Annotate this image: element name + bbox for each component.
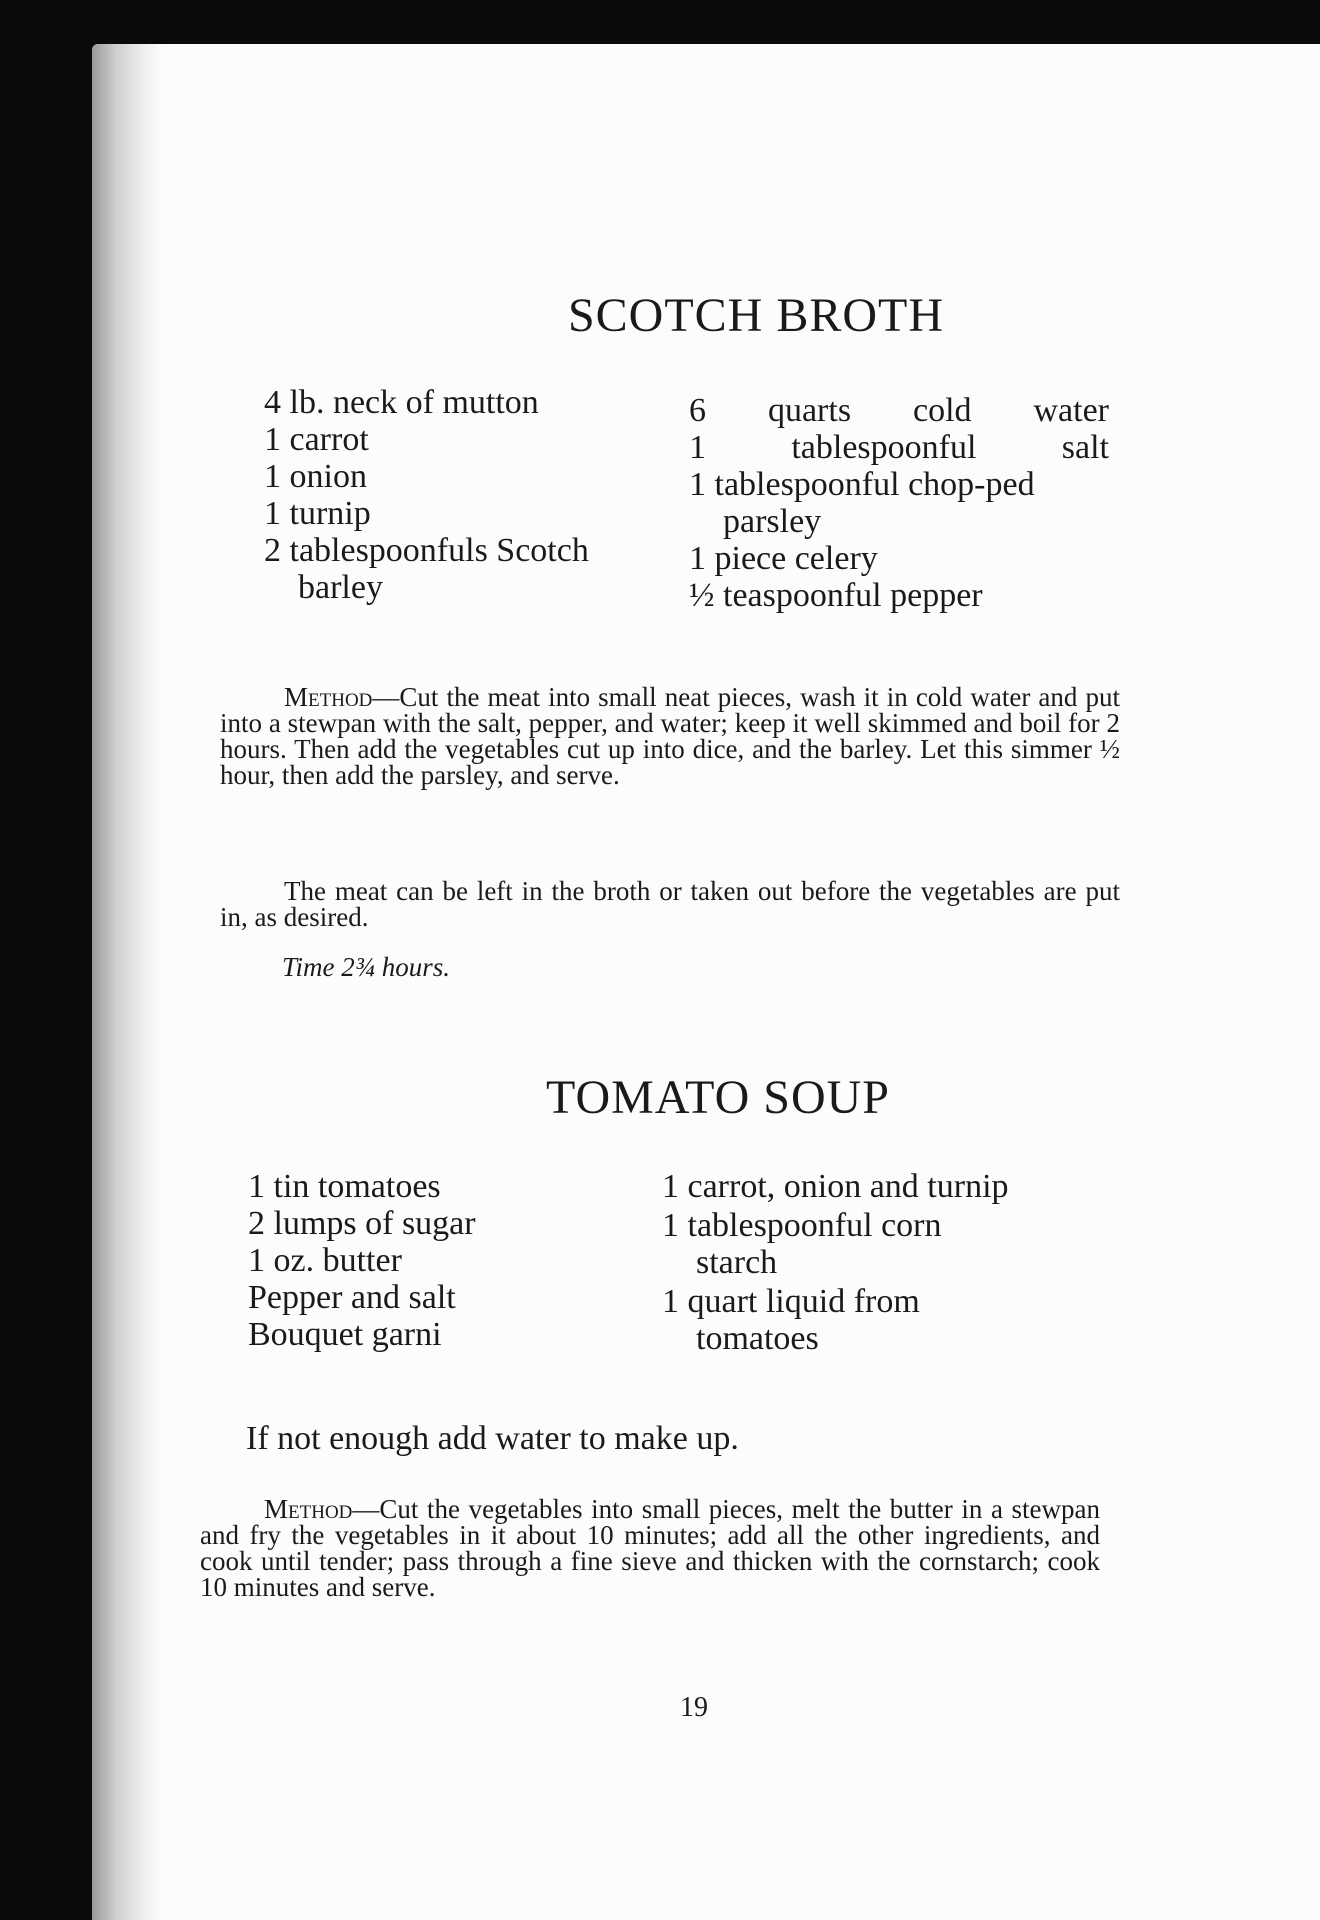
ingredients-scotch-broth — [264, 384, 1124, 614]
ingredient-item: 1 tablespoonful corn starch — [662, 1207, 942, 1281]
ingredient-item: 4 lb. neck of mutton — [264, 384, 539, 421]
time-scotch-broth: Time 2¾ hours. — [282, 952, 451, 982]
ingredient-item: 6 quarts cold water — [689, 392, 1109, 429]
method-text: —Cut the vegetables into small pieces, melt the butter in a stewpan and fry the vegetables in it about 10 minutes; add all the other ingredients, and cook until tender; pass through a fine sieve and thicken with the cornstarch; cook 10 minutes and serve. — [200, 1494, 1100, 1602]
method-tomato-soup — [200, 1496, 1100, 1600]
ingredient-item: 2 tablespoonfuls Scotch barley — [264, 532, 589, 606]
extra-line-tomato-soup: If not enough add water to make up. — [246, 1420, 739, 1457]
recipe-title-tomato-soup: TOMATO SOUP — [546, 1071, 890, 1124]
ingredient-item: Pepper and salt — [248, 1279, 456, 1316]
ingredients-tomato-soup — [248, 1168, 1108, 1357]
ingredient-item: 1 quart liquid from tomatoes — [662, 1283, 920, 1357]
ingredient-item: 1 oz. butter — [248, 1242, 402, 1279]
method-text: —Cut the meat into small neat pieces, wash it in cold water and put into a stewpan with the salt, pepper, and water; keep it well skimmed and boil for 2 hours. Then add the vegetables cut up into dice, and the barley. Let this simmer ½ hour, then add the parsley, and serve. — [220, 682, 1120, 790]
recipe-title-scotch-broth: SCOTCH BROTH — [567, 289, 945, 342]
ingredient-item: ½ teaspoonful pepper — [689, 577, 983, 614]
ingredient-item: 1 carrot — [264, 421, 369, 458]
ingredient-item: 1 turnip — [264, 495, 371, 532]
ingredient-item: 1 tablespoonful chop-ped parsley — [689, 466, 1035, 540]
ingredient-item: 1 carrot, onion and turnip — [662, 1168, 1009, 1205]
page-number: 19 — [680, 1692, 708, 1723]
ingredients-left-column — [248, 1168, 648, 1357]
method-scotch-broth — [220, 684, 1120, 788]
ingredient-item: 1 onion — [264, 458, 367, 495]
method-label: Method — [264, 1494, 353, 1524]
method-label: Method — [284, 682, 373, 712]
book-page — [92, 44, 1320, 1920]
ingredients-right-column — [689, 392, 1109, 614]
ingredient-item: Bouquet garni — [248, 1316, 442, 1353]
ingredients-right-column — [662, 1168, 1022, 1357]
ingredients-left-column — [264, 384, 664, 614]
ingredient-item: 1 tablespoonful salt — [689, 429, 1109, 466]
ingredient-item: 1 tin tomatoes — [248, 1168, 441, 1205]
ingredient-item: 2 lumps of sugar — [248, 1205, 476, 1242]
note-scotch-broth: The meat can be left in the broth or taken out before the vegetables are put in, as desired. — [220, 876, 1120, 932]
page-content — [92, 44, 1320, 1920]
ingredient-item: 1 piece celery — [689, 540, 878, 577]
